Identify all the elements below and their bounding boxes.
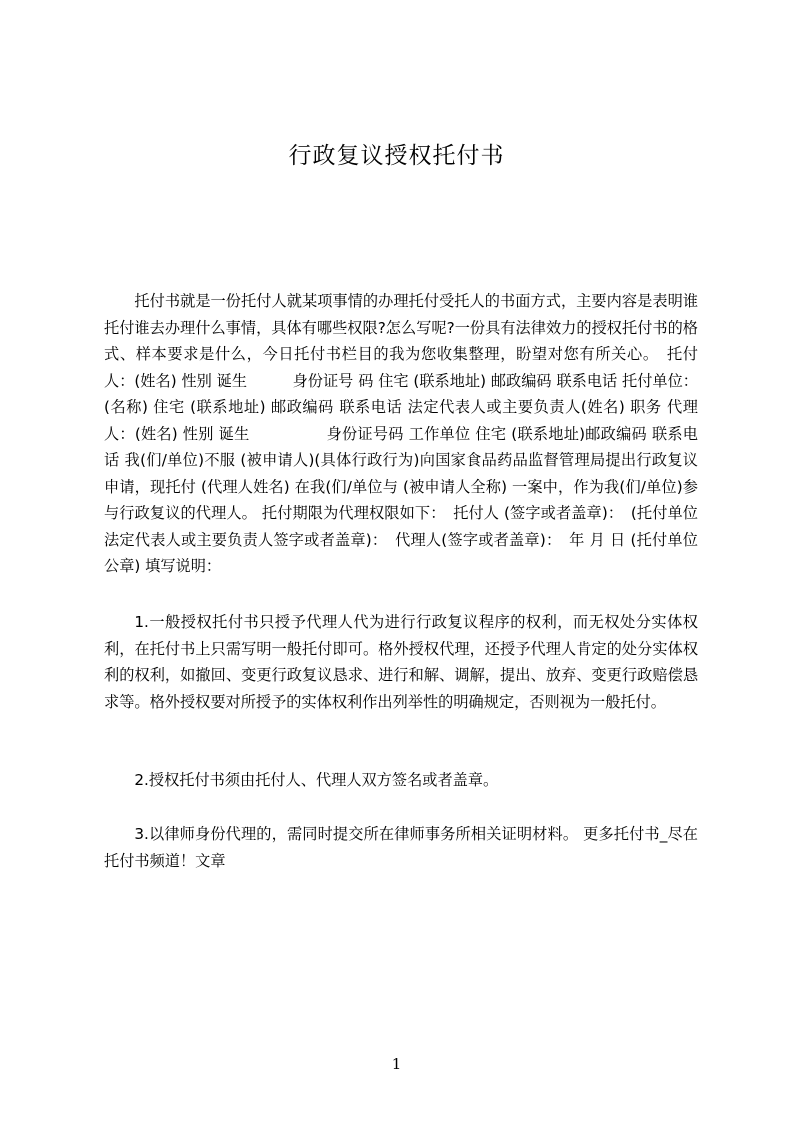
instruction-note-2: 2.授权托付书须由托付人、代理人双方签名或者盖章。	[134, 771, 499, 789]
instruction-note-3: 3.以律师身份代理的，需同时提交所在律师事务所相关证明材料。 更多托付书_尽在托付书频道！文章	[104, 825, 698, 870]
intro-paragraph: 托付书就是一份托付人就某项事情的办理托付受托人的书面方式，主要内容是表明谁托付谁去办理什么事情，具体有哪些权限?怎么写呢?一份具有法律效力的授权托付书的格式、样本要求是什么，今日托付书栏目的我为您收集整理，盼望对您有所关心。 托付人：(姓名) 性别 诞生 身份证号 码 住宅 (联系地址) 邮政编码 联系电话 托付单位：(名称) 住宅 (联系地址) 邮政编码 联系电话 法定代表人或主要负责人(姓名) 职务 代理人：(姓名) 性别 诞生 身份证号码 工作单位 住宅 (联系地址)邮政编码 联系电话 我(们/单位)不服 (被申请人)(具体行政行为)向国家食品药品监督管理局提出行政复议申请，现托付 (代理人姓名) 在我(们/单位与 (被申请人全称) 一案中，作为我(们/单位)参与行政复议的代理人。 托付期限为代理权限如下： 托付人 (签字或者盖章)： (托付单位法定代表人或主要负责人签字或者盖章)： 代理人(签字或者盖章)： 年 月 日 (托付单位公章) 填写说明：	[104, 292, 698, 575]
document-title: 行政复议授权托付书	[288, 143, 505, 169]
page-number: 1	[391, 1055, 402, 1073]
instruction-note-1: 1.一般授权托付书只授予代理人代为进行行政复议程序的权利，而无权处分实体权利，在托付书上只需写明一般托付即可。格外授权代理，还授予代理人肯定的处分实体权利的权利，如撤回、变更行政复议恳求、进行和解、调解，提出、放弃、变更行政赔偿恳求等。格外授权要对所授予的实体权利作出列举性的明确规定，否则视为一般托付。	[104, 613, 698, 711]
